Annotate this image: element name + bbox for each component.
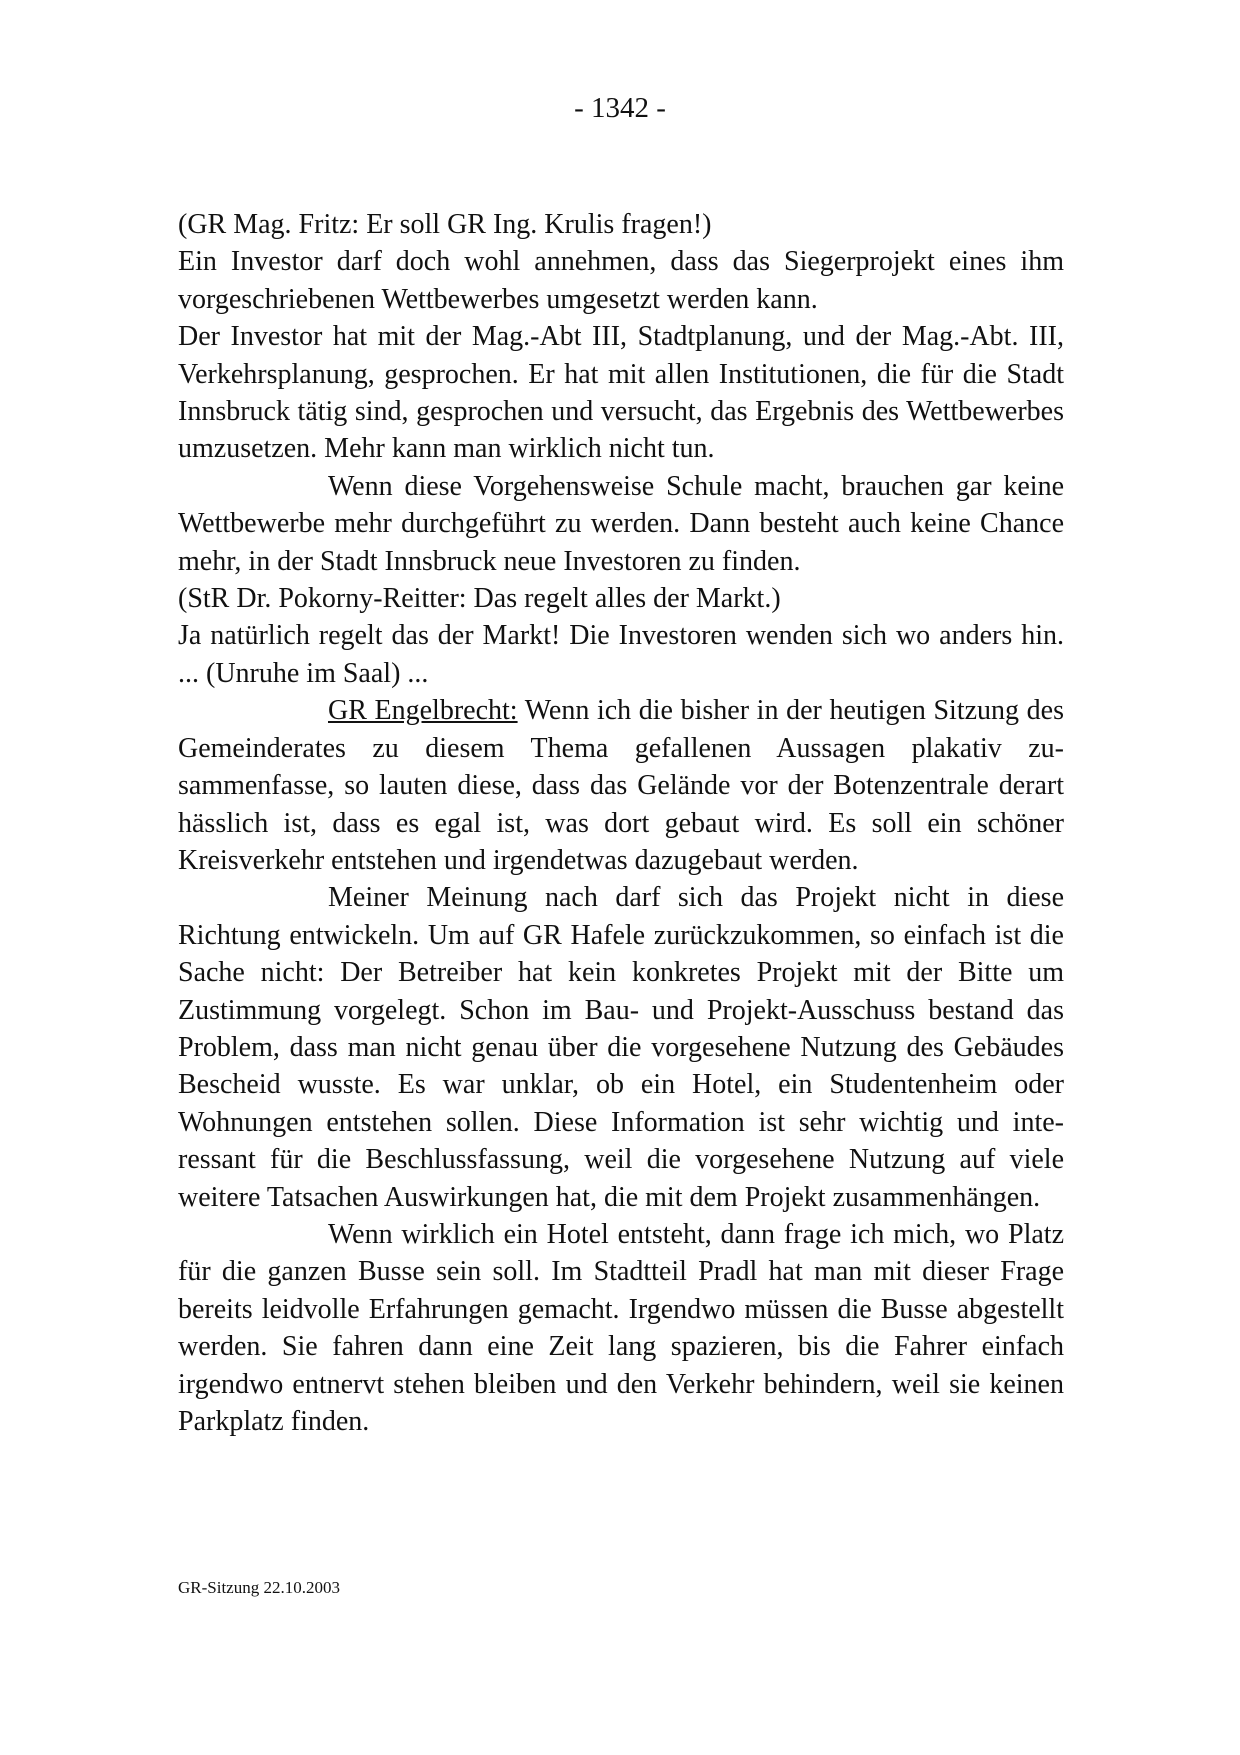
- paragraph: Ja natürlich regelt das der Markt! Die Investoren wenden sich wo anders hin. ... (Unruhe im Saal) ...: [178, 620, 1064, 689]
- paragraph: Wenn diese Vorgehensweise Schule macht, brauchen gar keine Wettbewerbe mehr durchgeführt zu werden. Dann besteht auch keine Chance mehr, in der Stadt Innsbruck neue Investoren zu finden.: [178, 470, 1064, 577]
- page-number: - 1342 -: [574, 92, 666, 124]
- speaker-label: GR Engelbrecht:: [328, 695, 518, 727]
- paragraph: Wenn wirklich ein Hotel entsteht, dann frage ich mich, wo Platz für die ganzen Busse sein soll. Im Stadtteil Pradl hat man mit dieser Frage bereits leidvolle Erfahrungen gemacht. Irgendwo müssen die Busse abgestellt werden. Sie fahren dann eine Zeit lang spazieren, bis die Fahrer einfach irgendwo entnervt stehen bleiben und den Verkehr behindern, weil sie keinen Parkplatz finden.: [178, 1218, 1064, 1437]
- paragraph: Der Investor hat mit der Mag.-Abt III, Stadtplanung, und der Mag.-Abt. III, Verkehrsplanung, gesprochen. Er hat mit allen Institutionen, die für die Stadt Innsbruck tätig sind, gesprochen und versucht, das Ergebnis des Wettbewerbes umzusetzen. Mehr kann man wirklich nicht tun.: [178, 321, 1064, 465]
- interjection-pokorny-reitter: (StR Dr. Pokorny-Reitter: Das regelt alles der Markt.): [178, 583, 781, 615]
- paragraph: Meiner Meinung nach darf sich das Projekt nicht in diese Richtung entwickeln. Um auf GR Hafele zurückzukommen, so einfach ist die Sache nicht: Der Betreiber hat kein konkretes Projekt mit der Bitte um Zustimmung vorgelegt. Schon im Bau- und Projekt-Ausschuss bestand das Problem, dass man nicht genau über die vorgesehene Nutzung des Gebäudes Bescheid wusste. Es war unklar, ob ein Hotel, ein Studentenheim oder Wohnungen entstehen sollen. Diese Information ist sehr wichtig und interessant für die Beschlussfassung, weil die vorgesehene Nutzung auf viele weitere Tatsachen Auswirkungen hat, die mit dem Projekt zusammenhängen.: [178, 882, 1064, 1213]
- speech-text: Wenn ich die bisher in der heutigen Sitzung des Gemeinderates zu diesem Thema gefallenen Aussagen plakativ zusammenfasse, so lauten diese, dass das Gelände vor der Botenzentrale derart hässlich ist, dass es egal ist, was dort gebaut wird. Es soll ein schöner Kreisverkehr entstehen und irgendetwas dazugebaut werden.: [178, 695, 1064, 876]
- paragraph: Ein Investor darf doch wohl annehmen, dass das Siegerprojekt eines ihm vorgeschriebenen Wettbewerbes umgesetzt werden kann.: [178, 246, 1064, 315]
- footer-session-date: GR-Sitzung 22.10.2003: [178, 1578, 340, 1597]
- speech-engelbrecht: [178, 692, 1064, 879]
- document-body: [178, 206, 1064, 1440]
- interjection-fritz: (GR Mag. Fritz: Er soll GR Ing. Krulis fragen!): [178, 209, 712, 240]
